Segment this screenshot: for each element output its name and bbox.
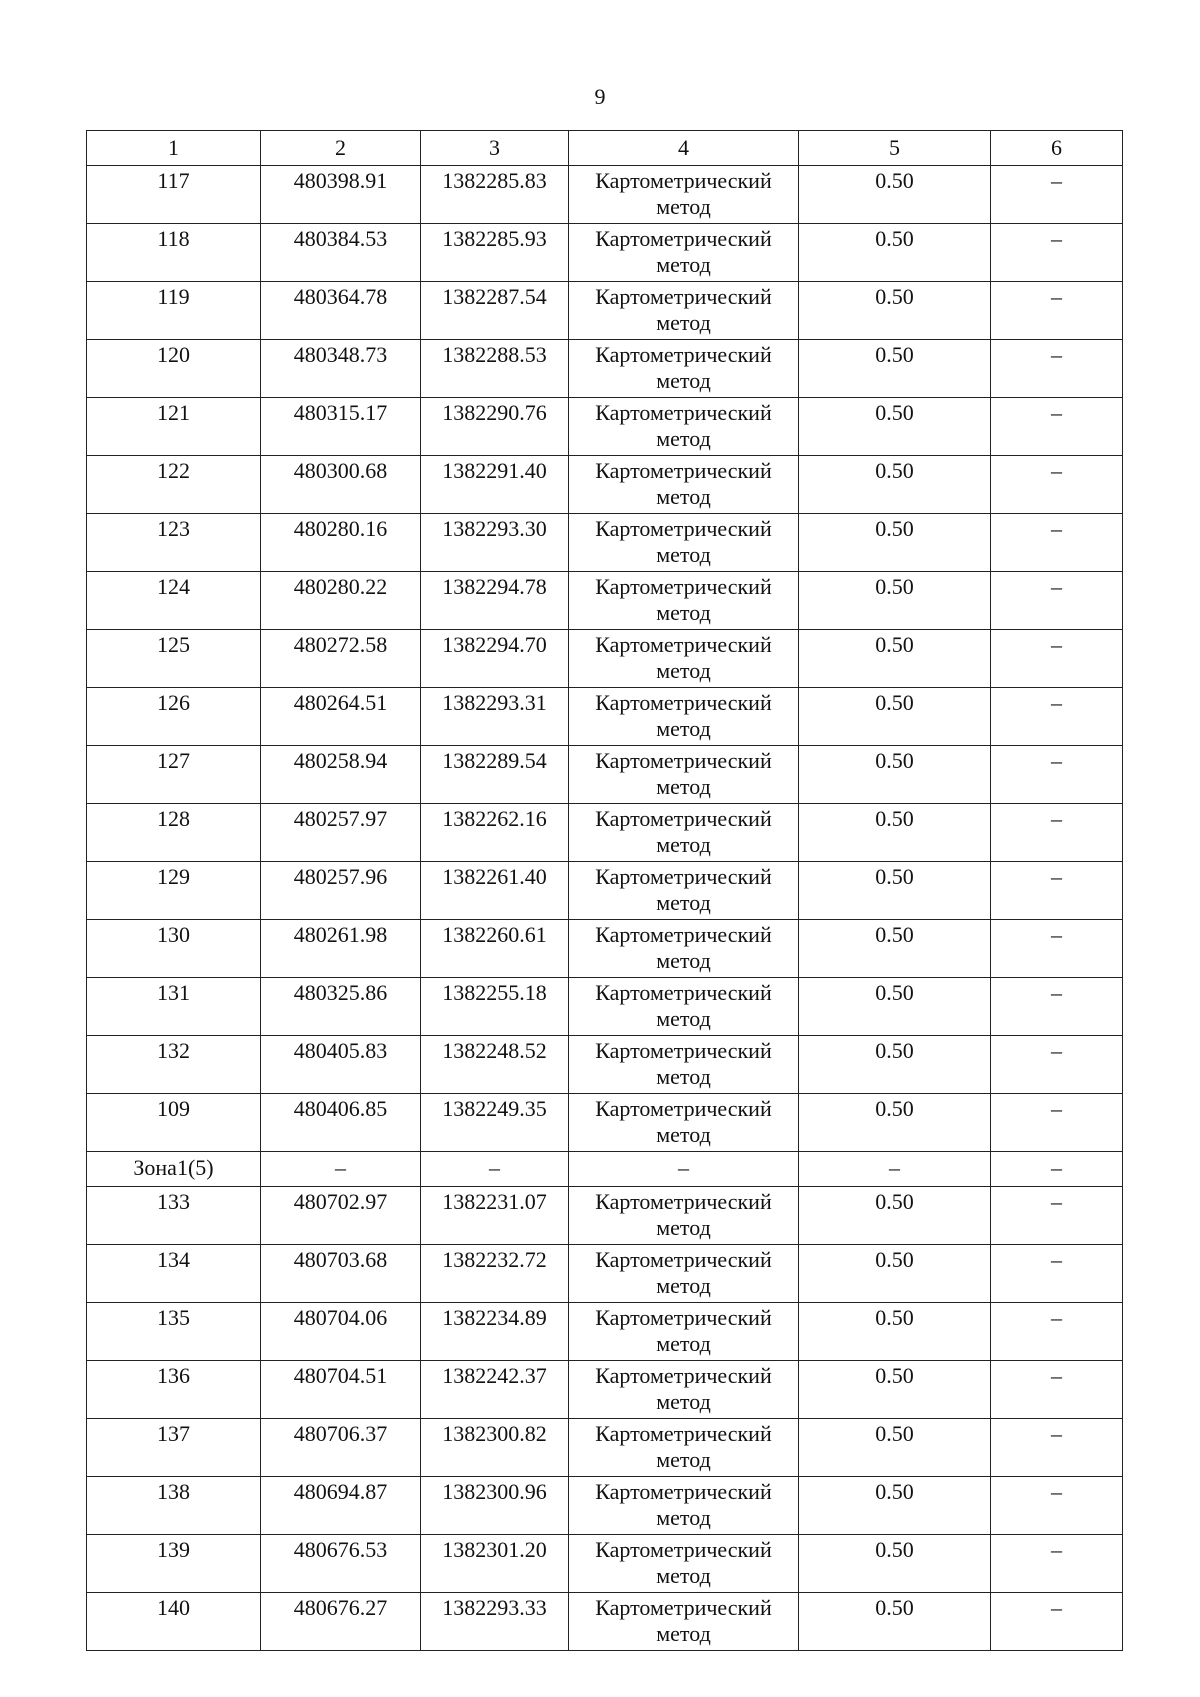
note-cell: – xyxy=(991,1419,1123,1477)
table-row xyxy=(87,456,1123,514)
column-header: 1 xyxy=(87,131,261,166)
x-coordinate-cell: 480384.53 xyxy=(261,224,421,282)
accuracy-cell: 0.50 xyxy=(799,1419,991,1477)
note-cell: – xyxy=(991,920,1123,978)
x-coordinate-cell: 480676.27 xyxy=(261,1593,421,1651)
column-header: 4 xyxy=(569,131,799,166)
table-row xyxy=(87,166,1123,224)
point-number-cell: 133 xyxy=(87,1187,261,1245)
point-number-cell: 124 xyxy=(87,572,261,630)
method-cell: Картометрический метод xyxy=(569,1094,799,1152)
table-row xyxy=(87,1535,1123,1593)
accuracy-cell: 0.50 xyxy=(799,1036,991,1094)
x-coordinate-cell: 480348.73 xyxy=(261,340,421,398)
table-row xyxy=(87,1419,1123,1477)
point-number-cell: 139 xyxy=(87,1535,261,1593)
point-number-cell: 122 xyxy=(87,456,261,514)
x-coordinate-cell: 480261.98 xyxy=(261,920,421,978)
point-number-cell: 134 xyxy=(87,1245,261,1303)
method-cell: Картометрический метод xyxy=(569,1036,799,1094)
method-cell: Картометрический метод xyxy=(569,514,799,572)
point-number-cell: 132 xyxy=(87,1036,261,1094)
zone-label: Зона1(5) xyxy=(87,1152,261,1187)
point-number-cell: 109 xyxy=(87,1094,261,1152)
note-cell: – xyxy=(991,978,1123,1036)
y-coordinate-cell: 1382231.07 xyxy=(421,1187,569,1245)
note-cell: – xyxy=(991,166,1123,224)
accuracy-cell: 0.50 xyxy=(799,978,991,1036)
method-cell: Картометрический метод xyxy=(569,224,799,282)
table-row xyxy=(87,340,1123,398)
table-row xyxy=(87,688,1123,746)
y-coordinate-cell: 1382249.35 xyxy=(421,1094,569,1152)
accuracy-cell: 0.50 xyxy=(799,572,991,630)
accuracy-cell: 0.50 xyxy=(799,630,991,688)
x-coordinate-cell: 480405.83 xyxy=(261,1036,421,1094)
table-row xyxy=(87,224,1123,282)
x-coordinate-cell: 480398.91 xyxy=(261,166,421,224)
note-cell: – xyxy=(991,1593,1123,1651)
method-cell: Картометрический метод xyxy=(569,282,799,340)
accuracy-cell: 0.50 xyxy=(799,1477,991,1535)
note-cell: – xyxy=(991,1036,1123,1094)
note-cell: – xyxy=(991,630,1123,688)
table-row xyxy=(87,1303,1123,1361)
y-coordinate-cell: 1382301.20 xyxy=(421,1535,569,1593)
point-number-cell: 131 xyxy=(87,978,261,1036)
x-coordinate-cell: 480272.58 xyxy=(261,630,421,688)
page-number: 9 xyxy=(594,84,606,109)
y-coordinate-cell: 1382300.82 xyxy=(421,1419,569,1477)
y-coordinate-cell: 1382248.52 xyxy=(421,1036,569,1094)
x-coordinate-cell: 480258.94 xyxy=(261,746,421,804)
y-coordinate-cell: 1382285.83 xyxy=(421,166,569,224)
accuracy-cell: 0.50 xyxy=(799,862,991,920)
method-cell: – xyxy=(569,1152,799,1187)
point-number-cell: 130 xyxy=(87,920,261,978)
accuracy-cell: 0.50 xyxy=(799,1535,991,1593)
accuracy-cell: 0.50 xyxy=(799,1245,991,1303)
note-cell: – xyxy=(991,1152,1123,1187)
accuracy-cell: 0.50 xyxy=(799,1361,991,1419)
accuracy-cell: 0.50 xyxy=(799,688,991,746)
note-cell: – xyxy=(991,688,1123,746)
y-coordinate-cell: 1382294.78 xyxy=(421,572,569,630)
point-number-cell: 121 xyxy=(87,398,261,456)
method-cell: Картометрический метод xyxy=(569,1477,799,1535)
method-cell: Картометрический метод xyxy=(569,804,799,862)
method-cell: Картометрический метод xyxy=(569,398,799,456)
y-coordinate-cell: 1382260.61 xyxy=(421,920,569,978)
y-coordinate-cell: 1382261.40 xyxy=(421,862,569,920)
table-header-row xyxy=(87,131,1123,166)
accuracy-cell: 0.50 xyxy=(799,1094,991,1152)
y-coordinate-cell: 1382288.53 xyxy=(421,340,569,398)
accuracy-cell: 0.50 xyxy=(799,514,991,572)
point-number-cell: 129 xyxy=(87,862,261,920)
x-coordinate-cell: – xyxy=(261,1152,421,1187)
coordinates-table xyxy=(86,130,1123,1651)
x-coordinate-cell: 480706.37 xyxy=(261,1419,421,1477)
y-coordinate-cell: – xyxy=(421,1152,569,1187)
accuracy-cell: 0.50 xyxy=(799,166,991,224)
point-number-cell: 136 xyxy=(87,1361,261,1419)
method-cell: Картометрический метод xyxy=(569,920,799,978)
note-cell: – xyxy=(991,1303,1123,1361)
accuracy-cell: – xyxy=(799,1152,991,1187)
note-cell: – xyxy=(991,1094,1123,1152)
note-cell: – xyxy=(991,1187,1123,1245)
table-row xyxy=(87,1361,1123,1419)
method-cell: Картометрический метод xyxy=(569,456,799,514)
table-row xyxy=(87,920,1123,978)
note-cell: – xyxy=(991,746,1123,804)
note-cell: – xyxy=(991,1535,1123,1593)
point-number-cell: 125 xyxy=(87,630,261,688)
y-coordinate-cell: 1382262.16 xyxy=(421,804,569,862)
note-cell: – xyxy=(991,282,1123,340)
method-cell: Картометрический метод xyxy=(569,1303,799,1361)
y-coordinate-cell: 1382293.33 xyxy=(421,1593,569,1651)
x-coordinate-cell: 480406.85 xyxy=(261,1094,421,1152)
point-number-cell: 128 xyxy=(87,804,261,862)
point-number-cell: 118 xyxy=(87,224,261,282)
accuracy-cell: 0.50 xyxy=(799,746,991,804)
point-number-cell: 126 xyxy=(87,688,261,746)
point-number-cell: 135 xyxy=(87,1303,261,1361)
method-cell: Картометрический метод xyxy=(569,1245,799,1303)
method-cell: Картометрический метод xyxy=(569,1361,799,1419)
point-number-cell: 119 xyxy=(87,282,261,340)
accuracy-cell: 0.50 xyxy=(799,340,991,398)
table-row xyxy=(87,1187,1123,1245)
point-number-cell: 120 xyxy=(87,340,261,398)
note-cell: – xyxy=(991,804,1123,862)
column-header: 2 xyxy=(261,131,421,166)
point-number-cell: 123 xyxy=(87,514,261,572)
accuracy-cell: 0.50 xyxy=(799,1303,991,1361)
x-coordinate-cell: 480704.51 xyxy=(261,1361,421,1419)
table-row xyxy=(87,630,1123,688)
column-header: 5 xyxy=(799,131,991,166)
note-cell: – xyxy=(991,340,1123,398)
accuracy-cell: 0.50 xyxy=(799,1593,991,1651)
table-row xyxy=(87,1477,1123,1535)
y-coordinate-cell: 1382285.93 xyxy=(421,224,569,282)
method-cell: Картометрический метод xyxy=(569,1419,799,1477)
accuracy-cell: 0.50 xyxy=(799,282,991,340)
note-cell: – xyxy=(991,1477,1123,1535)
note-cell: – xyxy=(991,514,1123,572)
x-coordinate-cell: 480364.78 xyxy=(261,282,421,340)
y-coordinate-cell: 1382294.70 xyxy=(421,630,569,688)
table-row xyxy=(87,514,1123,572)
column-header: 3 xyxy=(421,131,569,166)
accuracy-cell: 0.50 xyxy=(799,398,991,456)
x-coordinate-cell: 480704.06 xyxy=(261,1303,421,1361)
x-coordinate-cell: 480257.96 xyxy=(261,862,421,920)
x-coordinate-cell: 480703.68 xyxy=(261,1245,421,1303)
accuracy-cell: 0.50 xyxy=(799,804,991,862)
column-header: 6 xyxy=(991,131,1123,166)
zone-row xyxy=(87,1152,1123,1187)
table-row xyxy=(87,746,1123,804)
x-coordinate-cell: 480315.17 xyxy=(261,398,421,456)
method-cell: Картометрический метод xyxy=(569,572,799,630)
y-coordinate-cell: 1382287.54 xyxy=(421,282,569,340)
y-coordinate-cell: 1382293.30 xyxy=(421,514,569,572)
table-row xyxy=(87,282,1123,340)
table-row xyxy=(87,1036,1123,1094)
table-row xyxy=(87,862,1123,920)
accuracy-cell: 0.50 xyxy=(799,456,991,514)
method-cell: Картометрический метод xyxy=(569,978,799,1036)
y-coordinate-cell: 1382291.40 xyxy=(421,456,569,514)
table-row xyxy=(87,572,1123,630)
method-cell: Картометрический метод xyxy=(569,1593,799,1651)
point-number-cell: 117 xyxy=(87,166,261,224)
table-row xyxy=(87,804,1123,862)
note-cell: – xyxy=(991,224,1123,282)
x-coordinate-cell: 480264.51 xyxy=(261,688,421,746)
point-number-cell: 140 xyxy=(87,1593,261,1651)
note-cell: – xyxy=(991,398,1123,456)
method-cell: Картометрический метод xyxy=(569,688,799,746)
note-cell: – xyxy=(991,572,1123,630)
accuracy-cell: 0.50 xyxy=(799,920,991,978)
x-coordinate-cell: 480694.87 xyxy=(261,1477,421,1535)
method-cell: Картометрический метод xyxy=(569,340,799,398)
y-coordinate-cell: 1382255.18 xyxy=(421,978,569,1036)
point-number-cell: 137 xyxy=(87,1419,261,1477)
point-number-cell: 127 xyxy=(87,746,261,804)
y-coordinate-cell: 1382289.54 xyxy=(421,746,569,804)
accuracy-cell: 0.50 xyxy=(799,224,991,282)
method-cell: Картометрический метод xyxy=(569,746,799,804)
method-cell: Картометрический метод xyxy=(569,166,799,224)
method-cell: Картометрический метод xyxy=(569,630,799,688)
method-cell: Картометрический метод xyxy=(569,1535,799,1593)
table-row xyxy=(87,978,1123,1036)
y-coordinate-cell: 1382234.89 xyxy=(421,1303,569,1361)
table-row xyxy=(87,1593,1123,1651)
x-coordinate-cell: 480280.16 xyxy=(261,514,421,572)
accuracy-cell: 0.50 xyxy=(799,1187,991,1245)
x-coordinate-cell: 480325.86 xyxy=(261,978,421,1036)
y-coordinate-cell: 1382293.31 xyxy=(421,688,569,746)
x-coordinate-cell: 480702.97 xyxy=(261,1187,421,1245)
method-cell: Картометрический метод xyxy=(569,1187,799,1245)
note-cell: – xyxy=(991,1245,1123,1303)
y-coordinate-cell: 1382242.37 xyxy=(421,1361,569,1419)
table-row xyxy=(87,1094,1123,1152)
y-coordinate-cell: 1382300.96 xyxy=(421,1477,569,1535)
note-cell: – xyxy=(991,1361,1123,1419)
x-coordinate-cell: 480280.22 xyxy=(261,572,421,630)
x-coordinate-cell: 480300.68 xyxy=(261,456,421,514)
x-coordinate-cell: 480676.53 xyxy=(261,1535,421,1593)
y-coordinate-cell: 1382232.72 xyxy=(421,1245,569,1303)
table-row xyxy=(87,1245,1123,1303)
note-cell: – xyxy=(991,456,1123,514)
note-cell: – xyxy=(991,862,1123,920)
table-row xyxy=(87,398,1123,456)
y-coordinate-cell: 1382290.76 xyxy=(421,398,569,456)
x-coordinate-cell: 480257.97 xyxy=(261,804,421,862)
point-number-cell: 138 xyxy=(87,1477,261,1535)
method-cell: Картометрический метод xyxy=(569,862,799,920)
